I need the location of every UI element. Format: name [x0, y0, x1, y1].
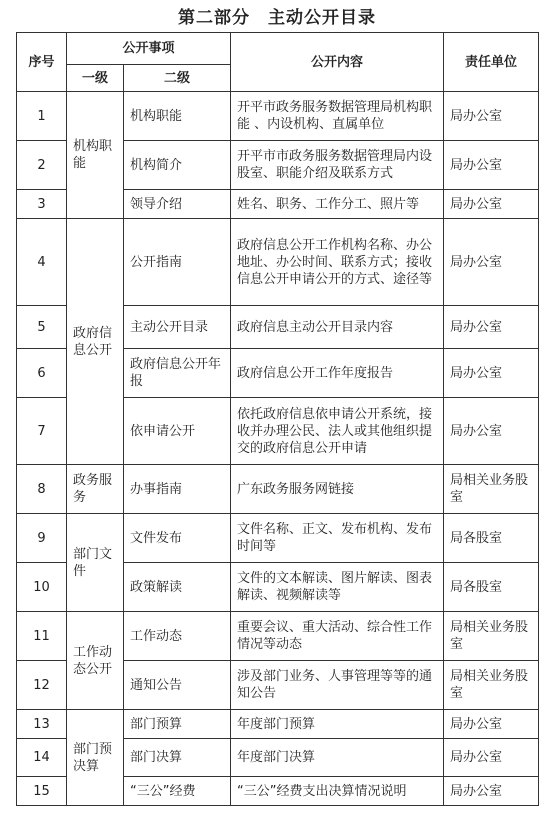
row-content: 文件名称、正文、发布机构、发布时间等	[231, 514, 444, 563]
row-no: 7	[17, 398, 67, 465]
row-content: 涉及部门业务、人事管理等等的通知公告	[231, 661, 444, 710]
row-content: 政府信息公开工作机构名称、办公地址、办公时间、联系方式；接收信息公开申请公开的方式、途径等	[231, 219, 444, 306]
row-level2: 办事指南	[124, 465, 231, 514]
row-no: 10	[17, 563, 67, 612]
row-level2: 通知公告	[124, 661, 231, 710]
page-title: 第二部分 主动公开目录	[178, 8, 376, 28]
header-level1: 一级	[67, 65, 124, 92]
group-label: 部门文件	[67, 514, 124, 612]
row-content: 开平市政务服务数据管理局机构职能 、内设机构、直属单位	[231, 92, 444, 141]
row-unit: 局办公室	[444, 190, 539, 219]
header-seq: 序号	[17, 33, 67, 92]
row-level2: 机构职能	[124, 92, 231, 141]
row-unit: 局办公室	[444, 92, 539, 141]
row-unit: 局办公室	[444, 349, 539, 398]
row-content: 开平市市政务服务数据管理局内设股室、职能介绍及联系方式	[231, 141, 444, 190]
header-level2: 二级	[124, 65, 231, 92]
row-level2: 机构简介	[124, 141, 231, 190]
row-level2: 依申请公开	[124, 398, 231, 465]
row-content: 广东政务服务网链接	[231, 465, 444, 514]
row-unit: 局办公室	[444, 710, 539, 739]
row-no: 9	[17, 514, 67, 563]
row-no: 4	[17, 219, 67, 306]
row-content: 姓名、职务、工作分工、照片等	[231, 190, 444, 219]
row-unit: 局办公室	[444, 777, 539, 806]
row-level2: 文件发布	[124, 514, 231, 563]
row-level2: 部门预算	[124, 710, 231, 739]
header-items: 公开事项	[67, 33, 231, 65]
group-label: 部门预决算	[67, 710, 124, 806]
row-content: 政府信息主动公开目录内容	[231, 306, 444, 349]
group-label: 工作动态公开	[67, 612, 124, 710]
row-level2: 政策解读	[124, 563, 231, 612]
row-no: 11	[17, 612, 67, 661]
row-no: 8	[17, 465, 67, 514]
row-content: 年度部门决算	[231, 739, 444, 777]
group-label: 机构职能	[67, 92, 124, 219]
row-unit: 局各股室	[444, 514, 539, 563]
row-level2: 部门决算	[124, 739, 231, 777]
row-content: 文件的文本解读、图片解读、图表解读、视频解读等	[231, 563, 444, 612]
row-no: 2	[17, 141, 67, 190]
row-no: 5	[17, 306, 67, 349]
row-no: 14	[17, 739, 67, 777]
row-level2: “三公”经费	[124, 777, 231, 806]
row-unit: 局办公室	[444, 398, 539, 465]
row-no: 6	[17, 349, 67, 398]
row-no: 3	[17, 190, 67, 219]
header-unit: 责任单位	[444, 33, 539, 92]
row-content: 重要会议、重大活动、综合性工作情况等动态	[231, 612, 444, 661]
row-level2: 领导介绍	[124, 190, 231, 219]
group-label: 政府信息公开	[67, 219, 124, 465]
row-content: 依托政府信息依申请公开系统，接收并办理公民、法人或其他组织提交的政府信息公开申请	[231, 398, 444, 465]
row-unit: 局相关业务股室	[444, 465, 539, 514]
row-unit: 局办公室	[444, 141, 539, 190]
header-content: 公开内容	[231, 33, 444, 92]
group-label: 政务服务	[67, 465, 124, 514]
row-level2: 工作动态	[124, 612, 231, 661]
row-unit: 局办公室	[444, 306, 539, 349]
row-unit: 局办公室	[444, 739, 539, 777]
row-unit: 局相关业务股室	[444, 612, 539, 661]
catalog-table	[16, 32, 539, 806]
row-no: 15	[17, 777, 67, 806]
row-unit: 局办公室	[444, 219, 539, 306]
row-no: 1	[17, 92, 67, 141]
row-content: “三公”经费支出决算情况说明	[231, 777, 444, 806]
row-content: 政府信息公开工作年度报告	[231, 349, 444, 398]
row-unit: 局各股室	[444, 563, 539, 612]
row-level2: 公开指南	[124, 219, 231, 306]
row-level2: 政府信息公开年报	[124, 349, 231, 398]
row-unit: 局相关业务股室	[444, 661, 539, 710]
row-content: 年度部门预算	[231, 710, 444, 739]
row-no: 12	[17, 661, 67, 710]
row-level2: 主动公开目录	[124, 306, 231, 349]
row-no: 13	[17, 710, 67, 739]
